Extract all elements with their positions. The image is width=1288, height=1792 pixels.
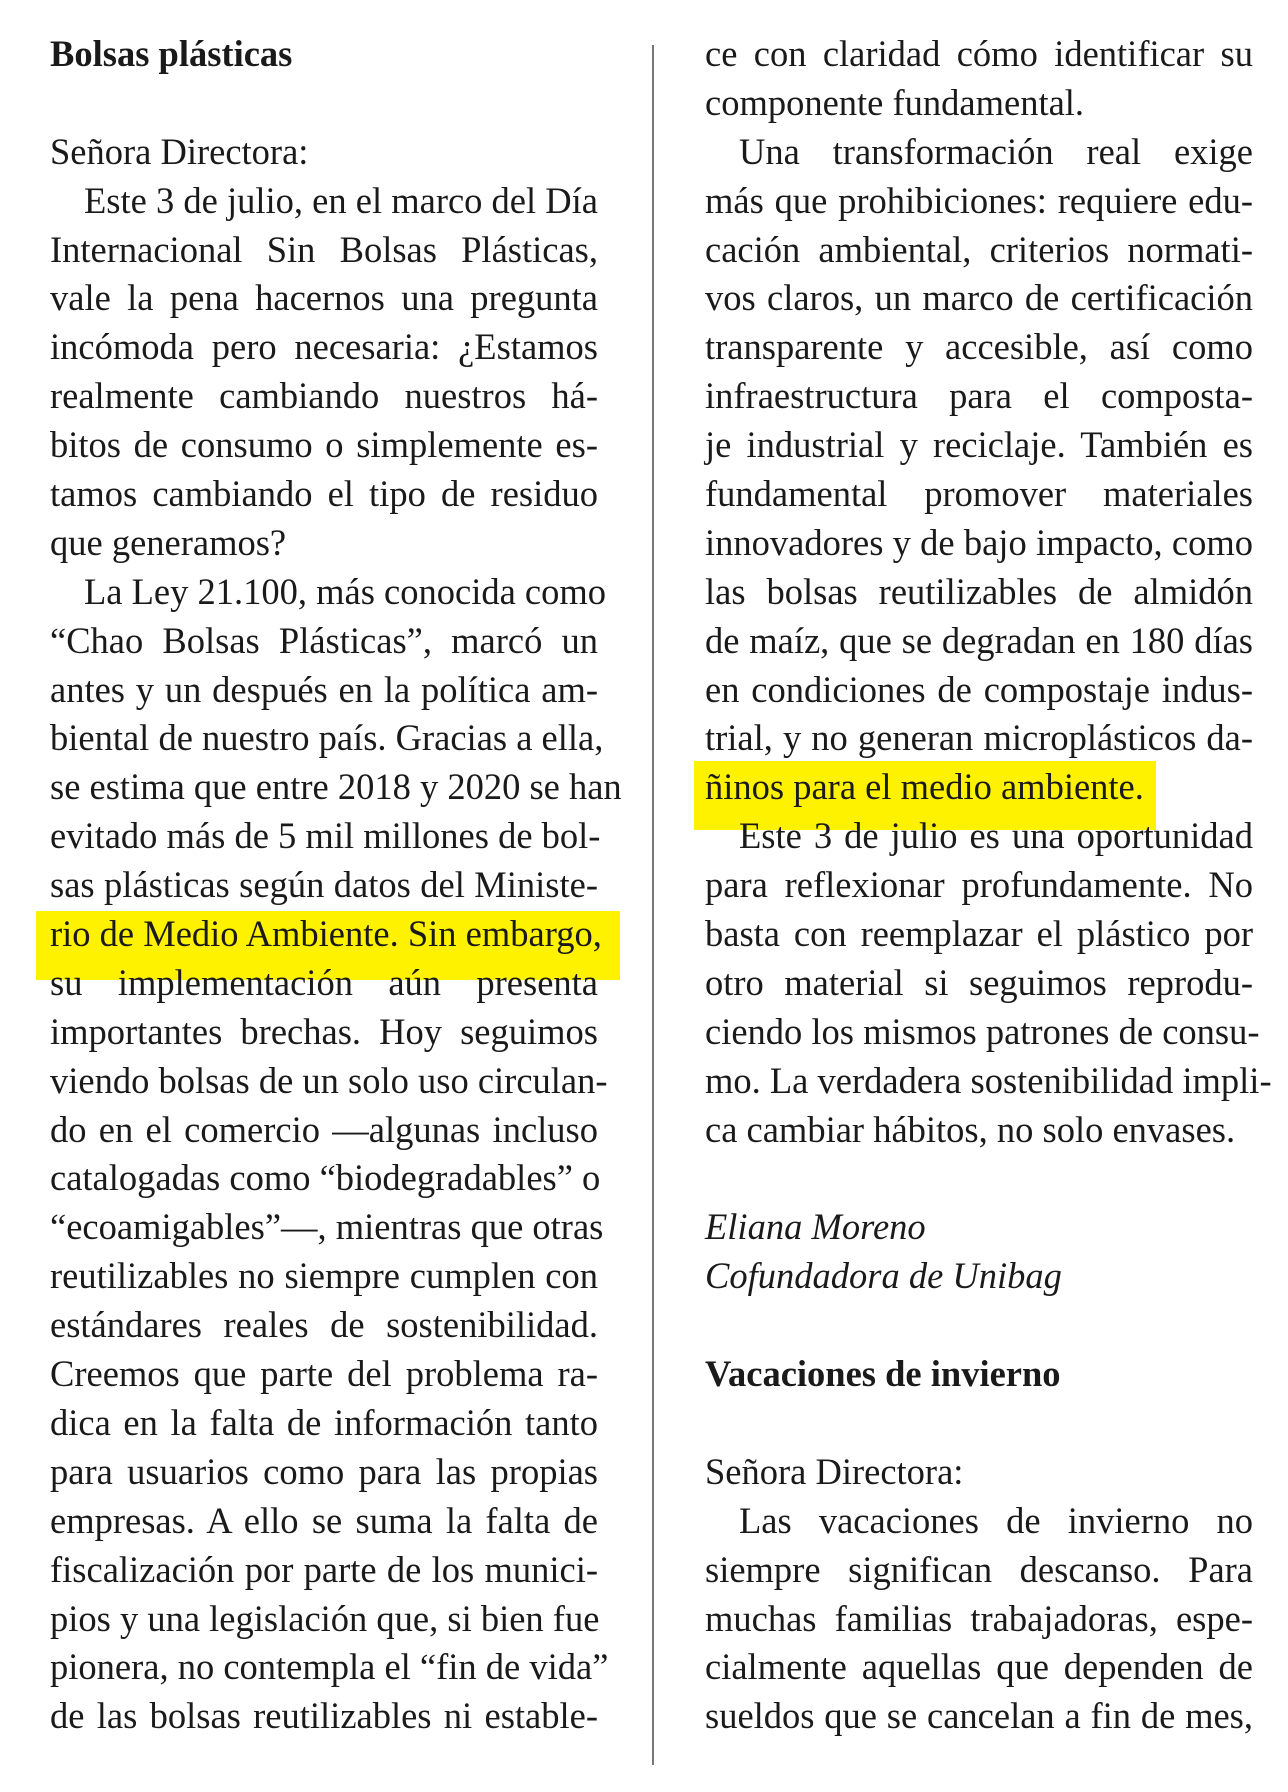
text-line: incómoda pero necesaria: ¿Estamos: [50, 326, 598, 368]
text-line: para reflexionar profundamente. No: [705, 864, 1253, 906]
text-line: La Ley 21.100, más conocida como: [84, 570, 606, 612]
text-line: sueldos que se cancelan a fin de mes,: [705, 1695, 1253, 1737]
text-line: viendo bolsas de un solo uso circulan-: [50, 1059, 608, 1101]
text-line: Las vacaciones de invierno no: [739, 1499, 1253, 1541]
salutation: Señora Directora:: [705, 1450, 964, 1492]
text-line: Una transformación real exige: [739, 130, 1253, 172]
text-line: trial, y no generan microplásticos da-: [705, 717, 1253, 759]
left-column: [50, 30, 622, 1741]
text-line: pionera, no contempla el “fin de vida”: [50, 1646, 609, 1688]
text-line: Este 3 de julio, en el marco del Día: [84, 179, 598, 221]
text-line: fiscalización por parte de los munici-: [50, 1548, 598, 1590]
letter-heading: Vacaciones de invierno: [705, 1353, 1061, 1395]
text-line: empresas. A ello se suma la falta de: [50, 1499, 598, 1541]
text-line: ca cambiar hábitos, no solo envases.: [705, 1108, 1236, 1150]
spacer: [705, 1301, 1253, 1350]
text-line: antes y un después en la política am-: [50, 668, 598, 710]
salutation: Señora Directora:: [50, 130, 309, 172]
text-line: las bolsas reutilizables de almidón: [705, 570, 1253, 612]
text-line: reutilizables no siempre cumplen con: [50, 1255, 598, 1297]
text-line: componente fundamental.: [705, 81, 1085, 123]
spacer: [705, 1399, 1253, 1448]
text-line: vos claros, un marco de certificación: [705, 277, 1253, 319]
text-line: vale la pena hacernos una pregunta: [50, 277, 598, 319]
highlighted-text-line: rio de Medio Ambiente. Sin embargo,: [50, 913, 602, 955]
text-line: biental de nuestro país. Gracias a ella,: [50, 717, 604, 759]
spacer: [50, 79, 598, 128]
text-line: Creemos que parte del problema ra-: [50, 1353, 598, 1395]
text-line: mo. La verdadera sostenibilidad impli-: [705, 1059, 1272, 1101]
letter-heading: Bolsas plásticas: [50, 33, 293, 74]
text-line: de maíz, que se degradan en 180 días: [705, 619, 1253, 661]
text-line: fundamental promover materiales: [705, 473, 1253, 515]
text-line: para usuarios como para las propias: [50, 1450, 598, 1492]
text-line: siempre significan descanso. Para: [705, 1548, 1253, 1590]
text-line: su implementación aún presenta: [50, 961, 598, 1003]
text-line: Internacional Sin Bolsas Plásticas,: [50, 228, 598, 270]
text-line: “ecoamigables”—, mientras que otras: [50, 1206, 604, 1248]
text-line: se estima que entre 2018 y 2020 se han: [50, 766, 622, 808]
text-line: tamos cambiando el tipo de residuo: [50, 473, 598, 515]
text-line: importantes brechas. Hoy seguimos: [50, 1010, 598, 1052]
text-line: innovadores y de bajo impacto, como: [705, 521, 1253, 563]
highlighted-text-line: ñinos para el medio ambiente.: [705, 766, 1144, 808]
text-line: más que prohibiciones: requiere edu-: [705, 179, 1253, 221]
text-line: basta con reemplazar el plástico por: [705, 913, 1253, 955]
text-line: dica en la falta de información tanto: [50, 1401, 598, 1443]
text-line: ciendo los mismos patrones de consu-: [705, 1010, 1260, 1052]
text-line: “Chao Bolsas Plásticas”, marcó un: [50, 619, 598, 661]
text-line: otro material si seguimos reprodu-: [705, 961, 1253, 1003]
text-line: pios y una legislación que, si bien fue: [50, 1597, 600, 1639]
text-line: evitado más de 5 mil millones de bol-: [50, 815, 601, 857]
text-line: Este 3 de julio es una oportunidad: [739, 815, 1253, 857]
text-line: estándares reales de sostenibilidad.: [50, 1304, 598, 1346]
text-line: muchas familias trabajadoras, espe-: [705, 1597, 1253, 1639]
text-line: sas plásticas según datos del Ministe-: [50, 864, 598, 906]
column-divider: [652, 45, 654, 1765]
signature-title: Cofundadora de Unibag: [705, 1255, 1062, 1297]
text-line: do en el comercio —algunas incluso: [50, 1108, 598, 1150]
signature-name: Eliana Moreno: [705, 1206, 926, 1248]
text-line: que generamos?: [50, 521, 287, 563]
text-line: ce con claridad cómo identificar su: [705, 33, 1253, 74]
text-line: infraestructura para el composta-: [705, 375, 1253, 417]
right-column: [705, 30, 1272, 1741]
text-line: en condiciones de compostaje indus-: [705, 668, 1253, 710]
text-line: cialmente aquellas que dependen de: [705, 1646, 1253, 1688]
text-line: de las bolsas reutilizables ni estable-: [50, 1695, 598, 1737]
text-line: bitos de consumo o simplemente es-: [50, 424, 598, 466]
text-line: cación ambiental, criterios normati-: [705, 228, 1253, 270]
spacer: [705, 1154, 1253, 1203]
text-line: transparente y accesible, así como: [705, 326, 1253, 368]
text-line: je industrial y reciclaje. También es: [705, 424, 1253, 466]
text-line: realmente cambiando nuestros há-: [50, 375, 598, 417]
text-line: catalogadas como “biodegradables” o: [50, 1157, 601, 1199]
